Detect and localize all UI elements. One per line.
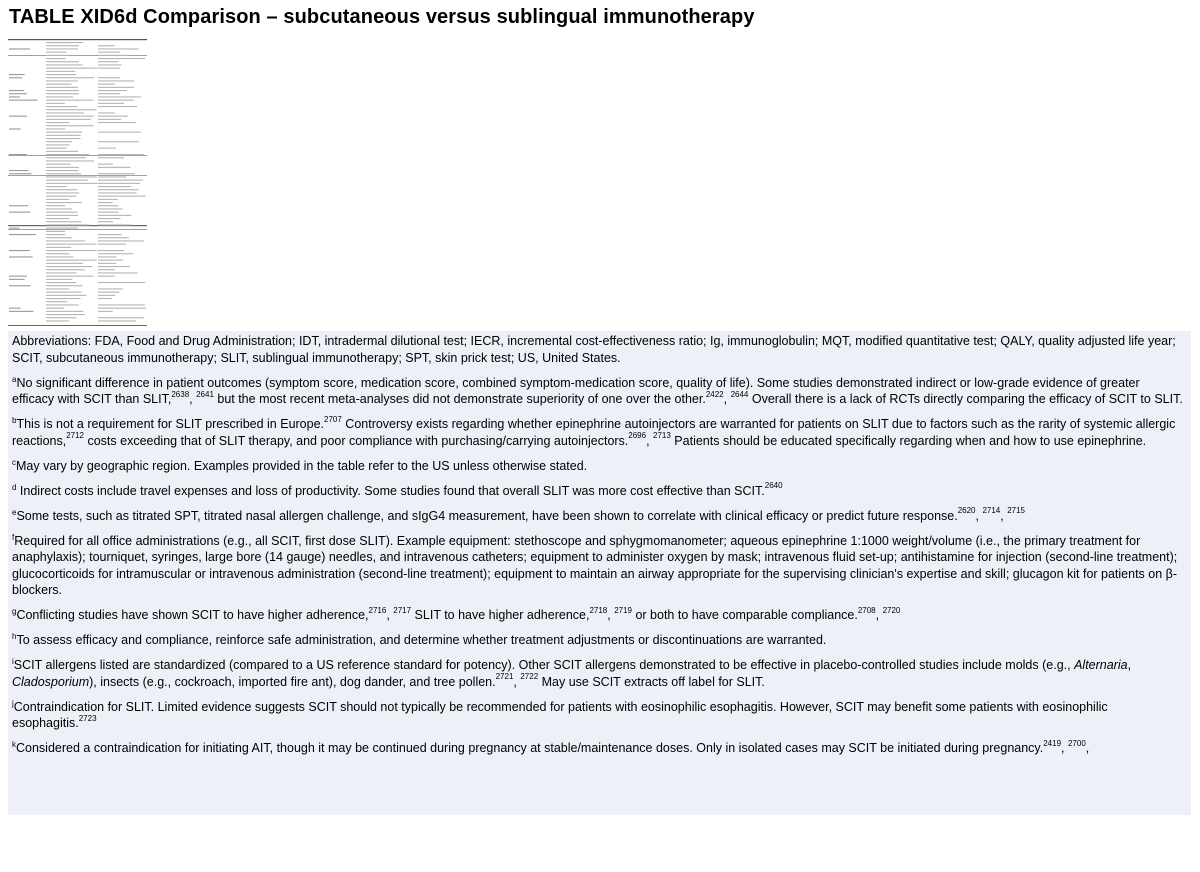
thumbnail-line — [98, 119, 121, 120]
thumbnail-line — [46, 103, 65, 104]
thumbnail-line — [46, 157, 86, 158]
thumbnail-line — [46, 205, 65, 206]
thumbnail-line — [46, 263, 83, 264]
thumbnail-line — [98, 269, 115, 270]
thumbnail-line — [98, 84, 115, 85]
thumbnail-line — [98, 93, 120, 94]
thumbnail-line — [98, 215, 131, 216]
thumbnail-line — [98, 288, 123, 289]
thumbnail-line — [98, 282, 145, 283]
thumbnail-line — [9, 205, 28, 206]
footnote-marker: i — [12, 656, 14, 666]
thumbnail-line — [46, 141, 72, 142]
table-thumbnail-image — [8, 39, 147, 326]
thumbnail-line — [46, 170, 78, 171]
thumbnail-line — [98, 295, 115, 296]
thumbnail-line — [46, 320, 69, 321]
thumbnail-line — [98, 100, 134, 101]
thumbnail-line — [46, 64, 83, 65]
thumbnail-line — [98, 48, 139, 49]
thumbnail-line — [46, 253, 69, 254]
thumbnail-line — [9, 154, 27, 155]
reference: 2696 — [628, 431, 647, 441]
thumbnail-line — [9, 74, 25, 75]
footnote-k: $^k$Considered a contraindication for initiating AIT, though it may be continued during pregnancy at stable/maintenance doses. Only in isolated cases may SCIT be initiated during pregnancy.$^{2419}$, $^{2700}$, — [12, 738, 1090, 755]
thumbnail-line — [98, 173, 135, 174]
footnote-marker: a — [12, 374, 17, 384]
thumbnail-line — [98, 218, 121, 219]
thumbnail-line — [9, 100, 37, 101]
reference: 2723 — [78, 713, 97, 723]
thumbnail-line — [46, 260, 97, 261]
thumbnail-line — [46, 228, 78, 229]
thumbnail-line — [46, 282, 76, 283]
thumbnail-line — [98, 176, 126, 177]
thumbnail-line — [46, 42, 83, 43]
thumbnail-line — [98, 205, 118, 206]
thumbnail-line — [46, 55, 69, 56]
thumbnail-line — [98, 103, 124, 104]
thumbnail-line — [46, 109, 97, 110]
thumbnail-line — [98, 320, 136, 321]
footnote-f: $^f$Required for all office administrations (e.g., all SCIT, first dose SLIT). Example equipment: stethoscope and sphygmomanometer; aqueous epinephrine 1:1000 weight/volume (i.e., the primary treatment for anaphylaxis); tourniquet, syringes, large bore (14 gauge) needles, and intravenous catheters; equipment to administer oxygen by mask; intravenous fluid set-up; antihistamine for injection (second-line treatment); glucocorticoids for intramuscular or intravenous administration (second-line treatment); equipment to maintain an airway appropriate for the supervising clinician's expertise and skill; glucagon kit for patients on β-blockers. — [12, 532, 1178, 597]
thumbnail-line — [98, 240, 144, 241]
thumbnail-line — [46, 244, 96, 245]
thumbnail-line — [46, 196, 77, 197]
table-title: TABLE XID6d Comparison – subcutaneous versus sublingual immunotherapy — [9, 6, 755, 28]
footnote-marker: c — [12, 457, 16, 467]
thumbnail-line — [46, 212, 77, 213]
thumbnail-line — [46, 106, 77, 107]
thumbnail-line — [46, 48, 78, 49]
thumbnail-line — [46, 148, 67, 149]
thumbnail-line — [98, 298, 112, 299]
thumbnail-line — [9, 173, 32, 174]
thumbnail-line — [46, 311, 83, 312]
thumbnail-line — [98, 189, 139, 190]
thumbnail-line — [98, 186, 131, 187]
footnote-i: $^i$SCIT allergens listed are standardized (compared to a US reference standard for potency). Other SCIT allergens demonstrated to be effective in placebo-controlled studies include molds (e.g., Alternaria, Cladosporium), insects (e.g., cockroach, imported fire ant), dog dander, and tree pollen.$^{2721}$, $^{2722}$ May use SCIT extracts off label for SLIT. — [12, 656, 1132, 689]
thumbnail-line — [46, 154, 89, 155]
thumbnail-line — [46, 132, 82, 133]
reference: 2700 — [1067, 738, 1086, 748]
footnote-h: $^h$To assess efficacy and compliance, reinforce safe administration, and determine whether treatment adjustments or discontinuations are warranted. — [12, 631, 827, 647]
thumbnail-line — [98, 266, 130, 267]
thumbnail-line — [98, 61, 118, 62]
thumbnail-line — [46, 52, 67, 53]
thumbnail-line — [98, 154, 144, 155]
footnote-e: $^e$Some tests, such as titrated SPT, titrated nasal allergen challenge, and sIgG4 measurement, have been shown to correlate with clinical efficacy or predict future response.$^{2620}$, $^{2714}$, $^{2715}$ — [12, 506, 1025, 523]
thumbnail-line — [98, 68, 120, 69]
thumbnail-line — [46, 250, 97, 251]
footnote-marker: d — [12, 482, 17, 492]
thumbnail-line — [46, 100, 93, 101]
thumbnail-line — [9, 212, 30, 213]
thumbnail-line — [46, 180, 88, 181]
thumbnail-line — [98, 55, 129, 56]
thumbnail-line — [98, 52, 120, 53]
thumbnail-line — [46, 240, 85, 241]
footnote-marker: h — [12, 631, 17, 641]
thumbnail-line — [46, 173, 81, 174]
thumbnail-line — [9, 90, 24, 91]
footnote-marker: f — [12, 532, 15, 542]
thumbnail-line — [46, 183, 98, 184]
reference: 2714 — [982, 506, 1001, 516]
thumbnail-line — [98, 256, 117, 257]
thumbnail-line — [98, 116, 128, 117]
reference: 2620 — [957, 506, 976, 516]
reference: 2641 — [196, 389, 214, 399]
reference: 2644 — [730, 389, 749, 399]
reference: 2718 — [589, 605, 608, 615]
thumbnail-line — [98, 276, 115, 277]
thumbnail-line — [98, 90, 127, 91]
thumbnail-line — [46, 135, 81, 136]
thumbnail-line — [46, 176, 97, 177]
thumbnail-line — [46, 308, 64, 309]
thumbnail-line — [46, 84, 72, 85]
thumbnail-line — [46, 199, 69, 200]
thumbnail-line — [9, 256, 33, 257]
thumbnail-line — [9, 311, 34, 312]
thumbnail-line — [98, 141, 139, 142]
thumbnail-line — [9, 170, 29, 171]
thumbnail-line — [98, 221, 113, 222]
thumbnail-line — [46, 317, 77, 318]
thumbnail-line — [46, 218, 70, 219]
thumbnail-line — [46, 77, 94, 78]
thumbnail-line — [98, 263, 116, 264]
thumbnail-line — [46, 285, 82, 286]
thumbnail-line — [98, 212, 118, 213]
thumbnail-line — [98, 183, 140, 184]
reference: 2713 — [653, 431, 671, 441]
reference: 2708 — [857, 605, 876, 615]
thumbnail-line — [98, 234, 122, 235]
thumbnail-line — [98, 112, 115, 113]
thumbnail-line — [9, 96, 20, 97]
thumbnail-line — [46, 304, 79, 305]
thumbnail-line — [46, 269, 85, 270]
thumbnail-line — [98, 167, 130, 168]
thumbnail-line — [46, 61, 79, 62]
thumbnail-line — [98, 132, 141, 133]
thumbnail-line — [98, 237, 129, 238]
footnotes-panel — [8, 331, 1191, 815]
thumbnail-line — [9, 116, 27, 117]
thumbnail-line — [46, 151, 78, 152]
footnote-marker: e — [12, 507, 17, 517]
thumbnail-line — [98, 180, 143, 181]
thumbnail-line — [46, 247, 71, 248]
thumbnail-line — [46, 279, 72, 280]
footnote-b: $^b$This is not a requirement for SLIT prescribed in Europe.$^{2707}$ Controversy exists regarding whether epinephrine autoinjectors are warranted for patients on SLIT due to factors such as the rarity of systemic allergic reactions,$^{2712}$ costs exceeding that of SLIT therapy, and poor compliance with purchasing/carrying autoinjectors.$^{2696}$, $^{2713}$ Patients should be educated specifically regarding when and how to use epinephrine. — [12, 414, 1176, 448]
reference: 2720 — [882, 605, 901, 615]
thumbnail-line — [46, 256, 73, 257]
reference: 2715 — [1007, 506, 1025, 516]
footnote-marker: b — [12, 415, 17, 425]
thumbnail-line — [46, 288, 69, 289]
thumbnail-line — [98, 196, 146, 197]
thumbnail-line — [98, 202, 113, 203]
thumbnail-line — [46, 138, 81, 139]
thumbnail-line — [46, 231, 65, 232]
reference: 2638 — [171, 389, 190, 399]
thumbnail-line — [46, 90, 79, 91]
thumbnail-line — [46, 298, 81, 299]
thumbnail-line — [46, 167, 79, 168]
thumbnail-line — [98, 164, 113, 165]
thumbnail-line — [9, 285, 31, 286]
reference: 2712 — [66, 431, 84, 441]
thumbnail-line — [9, 228, 19, 229]
thumbnail-line — [46, 128, 65, 129]
reference: 2640 — [764, 481, 783, 491]
thumbnail-line — [46, 234, 65, 235]
thumbnail-line — [9, 128, 21, 129]
thumbnail-line — [46, 112, 84, 113]
thumbnail-line — [98, 87, 134, 88]
thumbnail-line — [46, 71, 75, 72]
thumbnail-line — [98, 317, 144, 318]
thumbnail-line — [9, 279, 25, 280]
thumbnail-line — [98, 208, 122, 209]
thumbnail-line — [98, 308, 146, 309]
thumbnail-line — [46, 189, 77, 190]
thumbnail-line — [98, 244, 126, 245]
thumbnail-line — [98, 77, 120, 78]
thumbnail-line — [9, 77, 22, 78]
thumbnail-line — [98, 148, 116, 149]
thumbnail-line — [46, 295, 87, 296]
footnote-marker: g — [12, 606, 17, 616]
thumbnail-line — [46, 186, 67, 187]
thumbnail-line — [98, 260, 123, 261]
footnote-j: $^j$Contraindication for SLIT. Limited evidence suggests SCIT should not typically be recommended for patients with eosinophilic esophagitis. However, SCIT may benefit some patients with eosinophilic esophagitis.$^{2723}$ — [12, 698, 1108, 730]
thumbnail-line — [46, 74, 76, 75]
footnote-marker: j — [12, 698, 14, 708]
thumbnail-line — [46, 276, 93, 277]
thumbnail-line — [46, 272, 77, 273]
thumbnail-line — [46, 202, 82, 203]
thumbnail-line — [46, 116, 94, 117]
thumbnail-line — [98, 45, 115, 46]
footnote-c: $^c$May vary by geographic region. Examples provided in the table refer to the US unless otherwise stated. — [12, 457, 588, 473]
reference: 2707 — [324, 414, 342, 424]
thumbnail-line — [98, 304, 145, 305]
thumbnail-line — [46, 93, 79, 94]
thumbnail-line — [46, 314, 85, 315]
footnote-abbreviations: Abbreviations: FDA, Food and Drug Administration; IDT, intradermal dilutional test; IECR, incremental cost-effectiveness ratio; Ig, immunoglobulin; MQT, modified quantitative test; QALY, quality adjusted life year; SCIT, subcutaneous immunotherapy; SLIT, sublingual immunotherapy; SPT, skin prick test; US, United States. — [12, 334, 1176, 365]
thumbnail-line — [46, 144, 70, 145]
reference: 2716 — [368, 605, 387, 615]
thumbnail-line — [98, 224, 131, 225]
footnote-d: $^d$ Indirect costs include travel expenses and loss of productivity. Some studies found that overall SLIT was more cost effective than SCIT.$^{2640}$ — [12, 481, 783, 498]
thumbnail-line — [98, 272, 138, 273]
thumbnail-line — [9, 234, 36, 235]
thumbnail-line — [46, 221, 81, 222]
reference: 2719 — [614, 605, 632, 615]
thumbnail-line — [46, 237, 72, 238]
thumbnail-line — [46, 224, 89, 225]
reference: 2721 — [495, 672, 514, 682]
thumbnail-line — [98, 311, 113, 312]
thumbnail-line — [46, 192, 79, 193]
thumbnail-line — [46, 58, 66, 59]
thumbnail-line — [98, 192, 137, 193]
thumbnail-line — [98, 122, 136, 123]
reference: 2422 — [705, 389, 724, 399]
footnote-g: $^g$Conflicting studies have shown SCIT to have higher adherence,$^{2716}$, $^{2717}$ SLIT to have higher adherence,$^{2718}$, $^{2719}$ or both to have comparable compliance.$^{2708}$, $^{2720}$ — [12, 605, 901, 622]
thumbnail-line — [46, 125, 94, 126]
thumbnail-line — [9, 48, 30, 49]
thumbnail-line — [46, 122, 69, 123]
thumbnail-line — [46, 87, 78, 88]
thumbnail-line — [98, 96, 141, 97]
thumbnail-line — [98, 80, 134, 81]
thumbnail-line — [46, 45, 79, 46]
thumbnail-line — [98, 157, 124, 158]
thumbnail-line — [98, 292, 119, 293]
thumbnail-line — [98, 106, 137, 107]
thumbnail-line — [98, 199, 118, 200]
footnote-a: $^a$No significant difference in patient outcomes (symptom score, medication score, combined symptom-medication score, quality of life). Some studies demonstrated indirect or low-grade evidence of greater efficacy with SCIT than SLIT,$^{2638}$, $^{2641}$ but the most recent meta-analyses did not demonstrate superiority of one over the other.$^{2422}$, $^{2644}$ Overall there is a lack of RCTs directly comparing the efficacy of SCIT to SLIT. — [12, 374, 1183, 406]
thumbnail-line — [46, 208, 72, 209]
thumbnail-line — [46, 292, 82, 293]
thumbnail-line — [46, 96, 73, 97]
thumbnail-line — [98, 58, 145, 59]
thumbnail-line — [46, 164, 70, 165]
thumbnail-line — [9, 308, 21, 309]
thumbnail-line — [46, 215, 78, 216]
reference: 2419 — [1043, 738, 1062, 748]
thumbnail-line — [9, 250, 30, 251]
thumbnail-line — [46, 160, 94, 161]
thumbnail-line — [9, 276, 27, 277]
thumbnail-line — [46, 80, 78, 81]
reference: 2717 — [393, 605, 412, 615]
thumbnail-line — [46, 119, 91, 120]
thumbnail-line — [98, 64, 122, 65]
thumbnail-line — [46, 266, 92, 267]
thumbnail-line — [9, 93, 27, 94]
thumbnail-line — [98, 250, 124, 251]
reference: 2722 — [520, 672, 539, 682]
footnote-marker: k — [12, 739, 16, 749]
thumbnail-line — [46, 301, 67, 302]
thumbnail-line — [98, 253, 133, 254]
thumbnail-line — [46, 68, 98, 69]
